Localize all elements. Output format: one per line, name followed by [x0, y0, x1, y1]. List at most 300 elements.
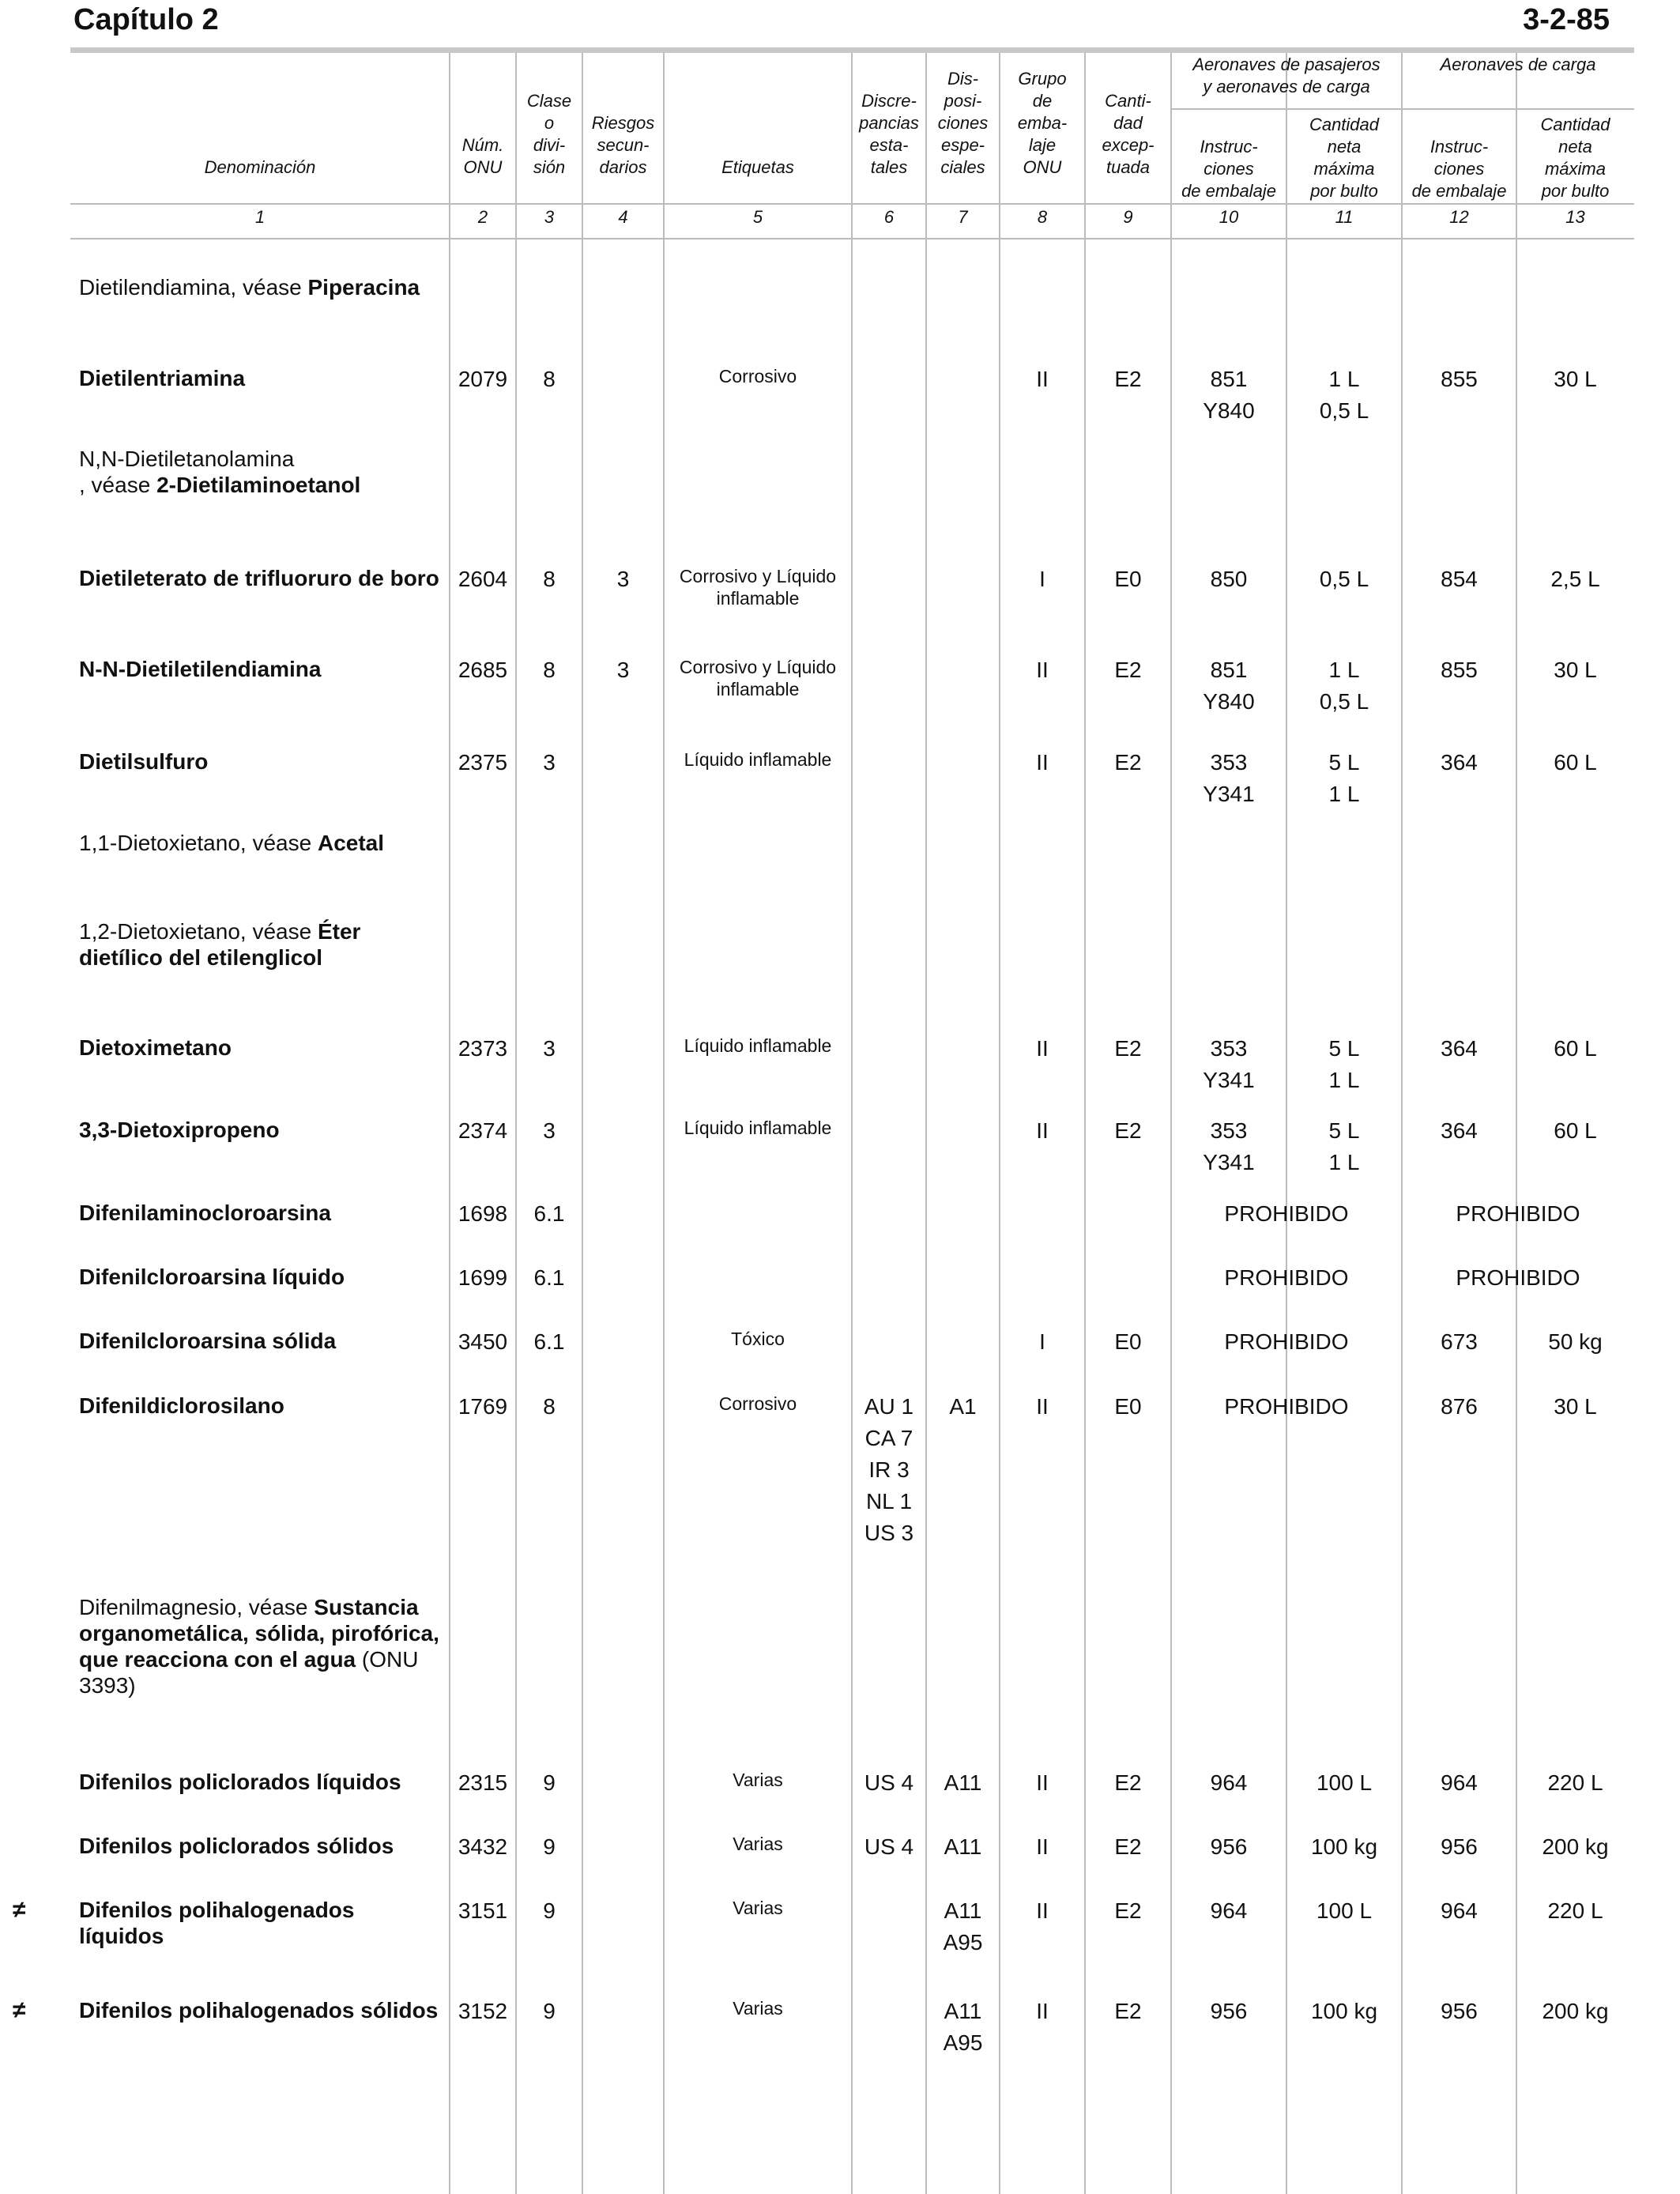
passenger-forbidden: PROHIBIDO: [1224, 1265, 1349, 1290]
header-line: ciones: [1203, 159, 1254, 179]
header-line: dad: [1113, 113, 1143, 133]
cargo-max-quantity: [1516, 1033, 1634, 1065]
state-variations-line: IR 3: [868, 1457, 910, 1482]
cargo-forbidden: PROHIBIDO: [1456, 1265, 1580, 1290]
passenger-packing-instruction: [1171, 654, 1286, 718]
name-bold: Dietilsulfuro: [79, 749, 209, 774]
column-number-4: 4: [618, 207, 628, 227]
row-rule: [70, 238, 1634, 239]
header-line: Clase: [526, 91, 572, 111]
name-bold: 3,3-Dietoxipropeno: [79, 1118, 280, 1142]
excepted-quantity: [1085, 1115, 1171, 1147]
label-line: Tóxico: [731, 1329, 785, 1349]
class-division: [516, 654, 582, 686]
header-line: Dis-: [947, 69, 979, 89]
column-number-9: 9: [1123, 207, 1133, 227]
passenger-max-quantity-line: 100 L: [1316, 1898, 1373, 1923]
excepted-quantity-line: E2: [1114, 750, 1142, 775]
column-header-8: [1000, 55, 1085, 179]
passenger-max-quantity-line: 1 L: [1328, 367, 1360, 391]
class-division: [516, 1262, 582, 1294]
cargo-packing-instruction-line: 364: [1441, 1036, 1478, 1061]
class-division-line: 9: [543, 1898, 556, 1923]
cargo-max-quantity: [1516, 1996, 1634, 2027]
header-line: ONU: [463, 157, 503, 177]
cargo-max-quantity-line: 30 L: [1554, 658, 1597, 682]
header-line: sión: [533, 157, 566, 177]
class-division: [516, 747, 582, 778]
passenger-forbidden: PROHIBIDO: [1224, 1201, 1349, 1226]
entry-name: [79, 1035, 443, 1061]
label-line: Varias: [733, 1998, 783, 2019]
passenger-max-quantity: [1286, 1895, 1402, 1927]
cargo-max-quantity-line: 220 L: [1547, 1898, 1603, 1923]
difference-mark: ≠: [13, 1997, 26, 2023]
hazard-labels: [664, 1393, 852, 1415]
header-line: Riesgos: [591, 113, 655, 133]
header-line: Etiquetas: [721, 157, 794, 177]
cargo-packing-instruction-line: 964: [1441, 1898, 1478, 1923]
cargo-max-quantity-line: 2,5 L: [1550, 567, 1600, 591]
header-line: Cantidad: [1540, 115, 1610, 134]
column-number-1: 1: [254, 207, 266, 227]
hazard-labels: [664, 1769, 852, 1791]
class-division-line: 3: [543, 1036, 556, 1061]
passenger-packing-instruction: [1171, 1831, 1286, 1863]
packing-group-line: II: [1036, 1999, 1049, 2023]
cargo-max-quantity-line: 60 L: [1554, 750, 1597, 775]
name-bold: Sustancia organometálica, sólida, pirofórica, que reacciona con el agua: [79, 1595, 439, 1672]
excepted-quantity-line: E2: [1114, 658, 1142, 682]
column-header-2: [450, 55, 516, 179]
packing-group-line: II: [1036, 1036, 1049, 1061]
entry-name: [79, 1897, 443, 1949]
subsidiary-risk: [582, 654, 664, 686]
cargo-max-quantity: [1516, 1115, 1634, 1147]
class-division-line: 9: [543, 1834, 556, 1859]
excepted-quantity: [1085, 1033, 1171, 1065]
name-plain: 1,2-Dietoxietano, véase: [79, 919, 318, 944]
un-number: [450, 1326, 516, 1358]
header-line: por bulto: [1541, 181, 1610, 201]
excepted-quantity: [1085, 1326, 1171, 1358]
excepted-quantity-line: E2: [1114, 1036, 1142, 1061]
passenger-packing-instruction-line: 353: [1210, 1036, 1248, 1061]
entry-name: [79, 748, 443, 775]
header-line: Discre-: [861, 91, 917, 111]
name-bold: Éter dietílico del etilenglicol: [79, 919, 361, 970]
class-division: [516, 1996, 582, 2027]
label-line: Líquido inflamable: [684, 749, 832, 770]
excepted-quantity: [1085, 1831, 1171, 1863]
header-line: Denominación: [204, 157, 316, 177]
column-number-10: 10: [1219, 207, 1239, 227]
label-line: Corrosivo y Líquido: [679, 657, 837, 677]
class-division: [516, 1115, 582, 1147]
un-number-line: 2315: [458, 1770, 508, 1795]
header-line: máxima: [1313, 159, 1375, 179]
passenger-packing-instruction: [1171, 564, 1286, 595]
header-line: máxima: [1544, 159, 1606, 179]
label-line: Corrosivo: [718, 366, 797, 386]
passenger-max-quantity-line: 0,5 L: [1319, 567, 1369, 591]
class-division-line: 8: [543, 1394, 556, 1419]
hazard-labels: [664, 1833, 852, 1855]
name-bold: Piperacina: [307, 275, 420, 300]
column-number-2: 2: [477, 207, 488, 227]
excepted-quantity: [1085, 364, 1171, 395]
column-header-6: [852, 55, 926, 179]
special-provisions-line: A11: [944, 1834, 982, 1859]
passenger-packing-instruction-line: 353: [1210, 750, 1248, 775]
cargo-packing-instruction-line: 364: [1441, 750, 1478, 775]
cargo-max-quantity: [1516, 654, 1634, 686]
packing-group-line: II: [1036, 1770, 1049, 1795]
un-number-line: 1699: [458, 1265, 508, 1290]
cargo-packing-instruction-line: 956: [1441, 1999, 1478, 2023]
state-variations: [852, 1391, 926, 1549]
cargo-packing-instruction-line: 364: [1441, 1118, 1478, 1143]
cargo-packing-instruction-line: 964: [1441, 1770, 1478, 1795]
state-variations-line: US 4: [864, 1770, 914, 1795]
column-header-7: [926, 55, 1000, 179]
packing-group: [1000, 1996, 1085, 2027]
un-number-line: 2604: [458, 567, 508, 591]
passenger-packing-instruction-line: Y840: [1203, 689, 1255, 714]
column-header-11: [1286, 111, 1402, 202]
un-number-line: 2374: [458, 1118, 508, 1143]
passenger-max-quantity-line: 5 L: [1328, 1036, 1360, 1061]
passenger-max-quantity-line: 5 L: [1328, 1118, 1360, 1143]
excepted-quantity-line: E0: [1114, 567, 1142, 591]
name-plain: Difenilmagnesio, véase: [79, 1595, 315, 1619]
entry-name: [79, 1264, 443, 1290]
header-line: o: [544, 113, 555, 133]
un-number: [450, 654, 516, 686]
name-bold: Dietileterato de trifluoruro de boro: [79, 566, 439, 590]
label-line: Varias: [733, 1898, 783, 1918]
un-number: [450, 1198, 516, 1230]
cargo-packing-instruction-line: 855: [1441, 367, 1478, 391]
entry-name: [79, 1200, 443, 1226]
class-division-line: 9: [543, 1999, 556, 2023]
class-division-line: 6.1: [533, 1265, 565, 1290]
column-rule: [925, 53, 927, 2194]
cargo-packing-instruction-line: 855: [1441, 658, 1478, 682]
passenger-packing-instruction-line: 964: [1210, 1898, 1248, 1923]
entry-name: [79, 274, 443, 300]
packing-group-line: II: [1036, 658, 1049, 682]
entry-name: [79, 1769, 443, 1795]
cargo-max-quantity-line: 200 kg: [1542, 1834, 1609, 1859]
entry-name: [79, 1833, 443, 1859]
entry-name: [79, 1117, 443, 1143]
packing-group: [1000, 1033, 1085, 1065]
subsidiary-risk: [582, 564, 664, 595]
passenger-max-quantity: [1286, 1115, 1402, 1178]
packing-group: [1000, 364, 1085, 395]
un-number: [450, 564, 516, 595]
passenger-max-quantity-line: 0,5 L: [1319, 689, 1369, 714]
excepted-quantity-line: E2: [1114, 1118, 1142, 1143]
label-line: Líquido inflamable: [684, 1035, 832, 1056]
passenger-max-quantity-line: 1 L: [1328, 658, 1360, 682]
un-number-line: 3450: [458, 1329, 508, 1354]
column-header-10: [1171, 111, 1286, 202]
un-number: [450, 1767, 516, 1799]
cargo-packing-instruction: [1402, 1033, 1516, 1065]
row-rule: [1171, 108, 1634, 110]
header-line: neta: [1558, 137, 1592, 156]
entry-name: [79, 918, 443, 971]
cargo-max-quantity-line: 30 L: [1554, 367, 1597, 391]
excepted-quantity: [1085, 1767, 1171, 1799]
packing-group-line: I: [1039, 1329, 1045, 1354]
passenger-max-quantity-line: 100 kg: [1310, 1834, 1378, 1859]
class-division: [516, 1831, 582, 1863]
class-division-line: 9: [543, 1770, 556, 1795]
passenger-packing-instruction-line: Y840: [1203, 398, 1255, 423]
cargo-packing-instruction-line: 876: [1441, 1394, 1478, 1419]
column-header-5: [664, 55, 852, 179]
un-number-line: 3151: [458, 1898, 508, 1923]
cargo-max-quantity-line: 30 L: [1554, 1394, 1597, 1419]
special-provisions-line: A95: [943, 2030, 983, 2055]
entry-name: [79, 1328, 443, 1354]
packing-group-line: II: [1036, 750, 1049, 775]
header-line: darios: [599, 157, 647, 177]
header-line: ciales: [940, 157, 985, 177]
header-line: Cantidad: [1309, 115, 1380, 134]
passenger-packing-instruction: [1171, 1767, 1286, 1799]
header-line: divi-: [533, 135, 566, 155]
entry-name: [79, 365, 443, 391]
name-tail: (ONU 3393): [79, 1647, 419, 1698]
special-provisions: [926, 1895, 1000, 1958]
label-line: Corrosivo: [718, 1393, 797, 1414]
header-line: excep-: [1102, 135, 1155, 155]
passenger-max-quantity-line: 1 L: [1328, 1150, 1360, 1174]
column-number-3: 3: [544, 207, 555, 227]
passenger-max-quantity: [1286, 1767, 1402, 1799]
special-provisions: [926, 1831, 1000, 1863]
column-header-4: [582, 55, 664, 179]
name-bold: Difenilos policlorados sólidos: [79, 1834, 394, 1858]
packing-group: [1000, 1391, 1085, 1423]
column-header-13: [1516, 111, 1634, 202]
un-number: [450, 1115, 516, 1147]
excepted-quantity-line: E2: [1114, 1999, 1142, 2023]
header-line: ciones: [937, 113, 989, 133]
column-number-8: 8: [1037, 207, 1048, 227]
name-plain: , véase: [79, 473, 157, 497]
state-variations-line: AU 1: [864, 1394, 914, 1419]
passenger-max-quantity: [1286, 564, 1402, 595]
header-line: tuada: [1106, 157, 1151, 177]
header-line: Instruc-: [1200, 137, 1258, 156]
class-division-line: 8: [543, 367, 556, 391]
header-line: esta-: [869, 135, 909, 155]
header-line: laje: [1028, 135, 1057, 155]
cargo-packing-instruction: [1402, 1391, 1516, 1423]
cargo-packing-instruction: [1402, 1996, 1516, 2027]
passenger-max-quantity-line: 5 L: [1328, 750, 1360, 775]
label-line: Varias: [733, 1770, 783, 1790]
column-header-3: [516, 55, 582, 179]
header-line: y aeronaves de carga: [1203, 77, 1370, 96]
label-line: Corrosivo y Líquido: [679, 566, 837, 586]
state-variations: [852, 1831, 926, 1863]
header-line: Instruc-: [1430, 137, 1489, 156]
hazard-labels: [664, 365, 852, 387]
column-header-12: [1402, 111, 1516, 202]
un-number-line: 2079: [458, 367, 508, 391]
name-bold: Difenilcloroarsina sólida: [79, 1329, 337, 1353]
passenger-packing-instruction: [1171, 1996, 1286, 2027]
header-line: ciones: [1433, 159, 1485, 179]
header-line: de embalaje: [1181, 181, 1276, 201]
passenger-max-quantity: [1286, 364, 1402, 427]
cargo-max-quantity: [1516, 747, 1634, 778]
excepted-quantity-line: E0: [1114, 1329, 1142, 1354]
column-number-5: 5: [752, 207, 763, 227]
passenger-packing-instruction-line: Y341: [1203, 1150, 1255, 1174]
passenger-packing-instruction-line: 964: [1210, 1770, 1248, 1795]
hazard-labels: [664, 1897, 852, 1919]
packing-group: [1000, 1767, 1085, 1799]
un-number-line: 2685: [458, 658, 508, 682]
cargo-max-quantity-line: 220 L: [1547, 1770, 1603, 1795]
cargo-packing-instruction-line: 673: [1441, 1329, 1478, 1354]
passenger-max-quantity: [1286, 1033, 1402, 1096]
header-line: secun-: [597, 135, 650, 155]
class-division: [516, 1198, 582, 1230]
column-header-9: [1085, 55, 1171, 179]
state-variations-line: US 3: [864, 1521, 914, 1545]
passenger-max-quantity: [1286, 1831, 1402, 1863]
special-provisions-line: A11: [944, 1898, 982, 1923]
passenger-packing-instruction-line: Y341: [1203, 782, 1255, 806]
page-number: 3-2-85: [1523, 3, 1610, 36]
class-division: [516, 1895, 582, 1927]
excepted-quantity: [1085, 747, 1171, 778]
un-number-line: 3152: [458, 1999, 508, 2023]
chapter-title: Capítulo 2: [73, 3, 219, 36]
special-provisions: [926, 1996, 1000, 2059]
un-number: [450, 1262, 516, 1294]
un-number: [450, 364, 516, 395]
passenger-max-quantity-line: 100 kg: [1310, 1999, 1378, 2023]
class-division-line: 3: [543, 1118, 556, 1143]
packing-group-line: II: [1036, 367, 1049, 391]
name-bold: N-N-Dietiletilendiamina: [79, 657, 322, 681]
name-bold: Difenilcloroarsina líquido: [79, 1265, 345, 1289]
excepted-quantity: [1085, 1391, 1171, 1423]
excepted-quantity: [1085, 564, 1171, 595]
cargo-max-quantity-line: 60 L: [1554, 1036, 1597, 1061]
passenger-packing-instruction: [1171, 1895, 1286, 1927]
class-division: [516, 564, 582, 595]
hazard-labels: [664, 1328, 852, 1350]
special-provisions-line: A11: [944, 1999, 982, 2023]
cargo-max-quantity-line: 200 kg: [1542, 1999, 1609, 2023]
entry-name: [79, 1997, 443, 2023]
packing-group-line: II: [1036, 1834, 1049, 1859]
passenger-packing-instruction-line: 956: [1210, 1999, 1248, 2023]
class-division: [516, 1033, 582, 1065]
excepted-quantity: [1085, 1996, 1171, 2027]
name-bold: Difenildiclorosilano: [79, 1393, 284, 1418]
un-number-line: 1698: [458, 1201, 508, 1226]
packing-group: [1000, 1831, 1085, 1863]
cargo-max-quantity-line: 50 kg: [1548, 1329, 1603, 1354]
header-line: Canti-: [1105, 91, 1151, 111]
un-number-line: 2375: [458, 750, 508, 775]
cargo-forbidden: PROHIBIDO: [1456, 1201, 1580, 1226]
subsidiary-risk-line: 3: [616, 658, 630, 682]
cargo-packing-instruction: [1402, 364, 1516, 395]
cargo-packing-instruction: [1402, 747, 1516, 778]
passenger-packing-instruction-line: 851: [1210, 367, 1248, 391]
hazard-labels: [664, 748, 852, 771]
header-line: ONU: [1023, 157, 1062, 177]
column-number-12: 12: [1449, 207, 1469, 227]
excepted-quantity: [1085, 654, 1171, 686]
class-division: [516, 1767, 582, 1799]
passenger-packing-instruction-line: Y341: [1203, 1068, 1255, 1092]
packing-group: [1000, 1895, 1085, 1927]
class-division-line: 6.1: [533, 1329, 565, 1354]
header-line: pancias: [859, 113, 919, 133]
entry-name: [79, 446, 443, 498]
cargo-packing-instruction: [1402, 654, 1516, 686]
name-bold: Dietilentriamina: [79, 366, 246, 390]
header-line: Grupo: [1018, 69, 1067, 89]
un-number-line: 3432: [458, 1834, 508, 1859]
state-variations-line: CA 7: [864, 1426, 913, 1450]
column-number-6: 6: [883, 207, 895, 227]
cargo-max-quantity: [1516, 364, 1634, 395]
name-bold: Difenilos policlorados líquidos: [79, 1770, 401, 1794]
group-header-passenger: [1171, 54, 1402, 98]
header-line: Aeronaves de pasajeros: [1192, 55, 1381, 74]
cargo-max-quantity: [1516, 1831, 1634, 1863]
label-line: Líquido inflamable: [684, 1118, 832, 1138]
passenger-max-quantity: [1286, 1996, 1402, 2027]
passenger-max-quantity: [1286, 654, 1402, 718]
name-plain: 1,1-Dietoxietano, véase: [79, 831, 318, 855]
packing-group: [1000, 1326, 1085, 1358]
subsidiary-risk-line: 3: [616, 567, 630, 591]
passenger-max-quantity-line: 100 L: [1316, 1770, 1373, 1795]
un-number: [450, 1895, 516, 1927]
entry-name: [79, 565, 443, 591]
state-variations-line: US 4: [864, 1834, 914, 1859]
un-number: [450, 1996, 516, 2027]
cargo-packing-instruction: [1402, 1326, 1516, 1358]
passenger-forbidden: PROHIBIDO: [1224, 1394, 1349, 1419]
hazard-labels: [664, 1997, 852, 2019]
un-number: [450, 1831, 516, 1863]
cargo-packing-instruction: [1402, 1767, 1516, 1799]
excepted-quantity-line: E2: [1114, 1898, 1142, 1923]
special-provisions: [926, 1391, 1000, 1423]
cargo-max-quantity: [1516, 564, 1634, 595]
label-line: Varias: [733, 1834, 783, 1854]
header-line: tales: [870, 157, 908, 177]
header-line: posi-: [944, 91, 982, 111]
passenger-packing-instruction-line: 353: [1210, 1118, 1248, 1143]
